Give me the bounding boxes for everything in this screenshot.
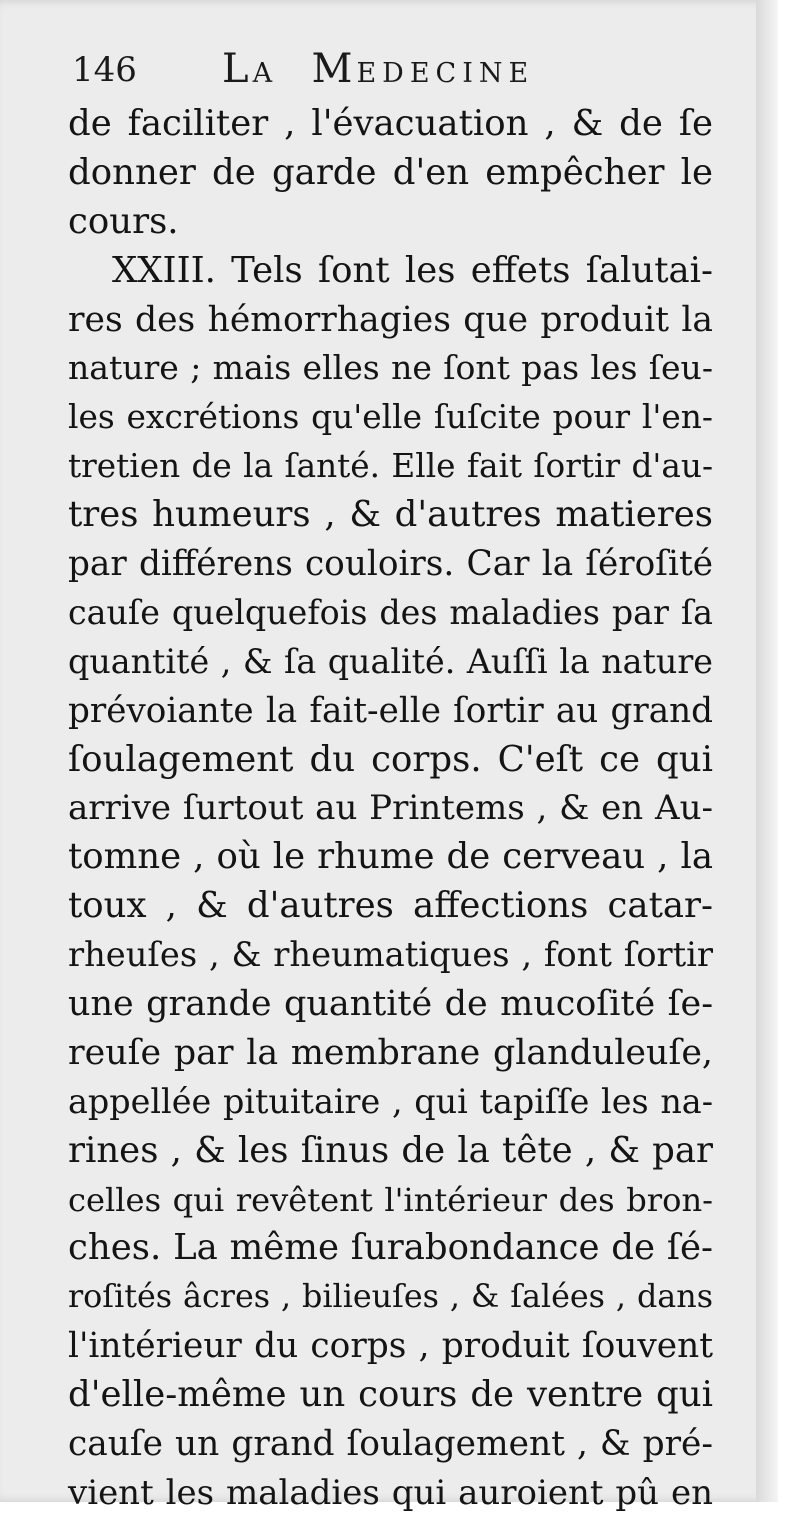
text-line: cauſe quelquefois des maladies par ſa bbox=[68, 592, 713, 632]
text-line: arrive ſurtout au Printems , & en Au- bbox=[68, 788, 713, 829]
text-line: toux , & d'autres affections catar- bbox=[68, 885, 713, 927]
text-line: reuſe par la membrane glanduleuſe, bbox=[68, 1032, 713, 1073]
running-title bbox=[222, 46, 534, 92]
text-line: prévoiante la fait-elle ſortir au grand bbox=[68, 690, 713, 731]
text-line: vient les maladies qui auroient pû en bbox=[68, 1472, 713, 1513]
body-text bbox=[68, 100, 713, 1518]
text-line: tretien de la ſanté. Elle fait ſortir d'au- bbox=[68, 447, 713, 486]
page-number: 146 bbox=[72, 50, 137, 90]
text-line: tres humeurs , & d'autres matieres bbox=[68, 494, 713, 536]
text-line: quantité , & ſa qualité. Auſſi la nature bbox=[68, 641, 713, 681]
page-edge bbox=[756, 0, 778, 1502]
running-head bbox=[72, 40, 722, 100]
text-line: l'intérieur du corps , produit ſouvent bbox=[68, 1326, 713, 1367]
text-line: d'elle-même un cours de ventre qui bbox=[68, 1374, 713, 1416]
text-line: roſités âcres , bilieuſes , & ſalées , dans bbox=[68, 1279, 713, 1316]
text-line: les excrétions qu'elle ſuſcite pour l'en- bbox=[68, 398, 713, 437]
text-line: donner de garde d'en empêcher le bbox=[68, 151, 713, 193]
text-line: XXIII. Tels ſont les effets ſalutai- bbox=[112, 249, 713, 291]
text-line: appellée pituitaire , qui tapiſſe les na- bbox=[68, 1081, 713, 1121]
text-line: par différens couloirs. Car la ſéroſité bbox=[68, 544, 713, 585]
text-line: ches. La même ſurabondance de ſé- bbox=[68, 1227, 713, 1269]
text-line: de faciliter , l'évacuation , & de ſe bbox=[68, 103, 713, 144]
text-line: cauſe un grand ſoulagement , & pré- bbox=[68, 1424, 713, 1465]
text-line: res des hémorrhagies que produit la bbox=[68, 299, 713, 340]
text-line: cours. bbox=[68, 200, 179, 242]
running-title-rest-2: EDECINE bbox=[356, 58, 535, 89]
text-line: tomne , où le rhume de cerveau , la bbox=[68, 836, 713, 878]
text-line: rheuſes , & rheumatiques , font ſortir bbox=[68, 935, 713, 975]
running-title-rest-1: A bbox=[252, 58, 279, 89]
text-line: nature ; mais elles ne ſont pas les ſeu- bbox=[68, 348, 713, 388]
text-line: une grande quantité de mucoſité ſe- bbox=[68, 984, 713, 1025]
text-line: celles qui revêtent l'intérieur des bron- bbox=[68, 1180, 713, 1219]
running-title-initial-2: M bbox=[311, 46, 357, 92]
text-line: rines , & les ſinus de la tête , & par bbox=[68, 1129, 713, 1171]
text-line: ſoulagement du corps. C'eſt ce qui bbox=[68, 738, 713, 780]
running-title-initial-1: L bbox=[222, 46, 253, 92]
